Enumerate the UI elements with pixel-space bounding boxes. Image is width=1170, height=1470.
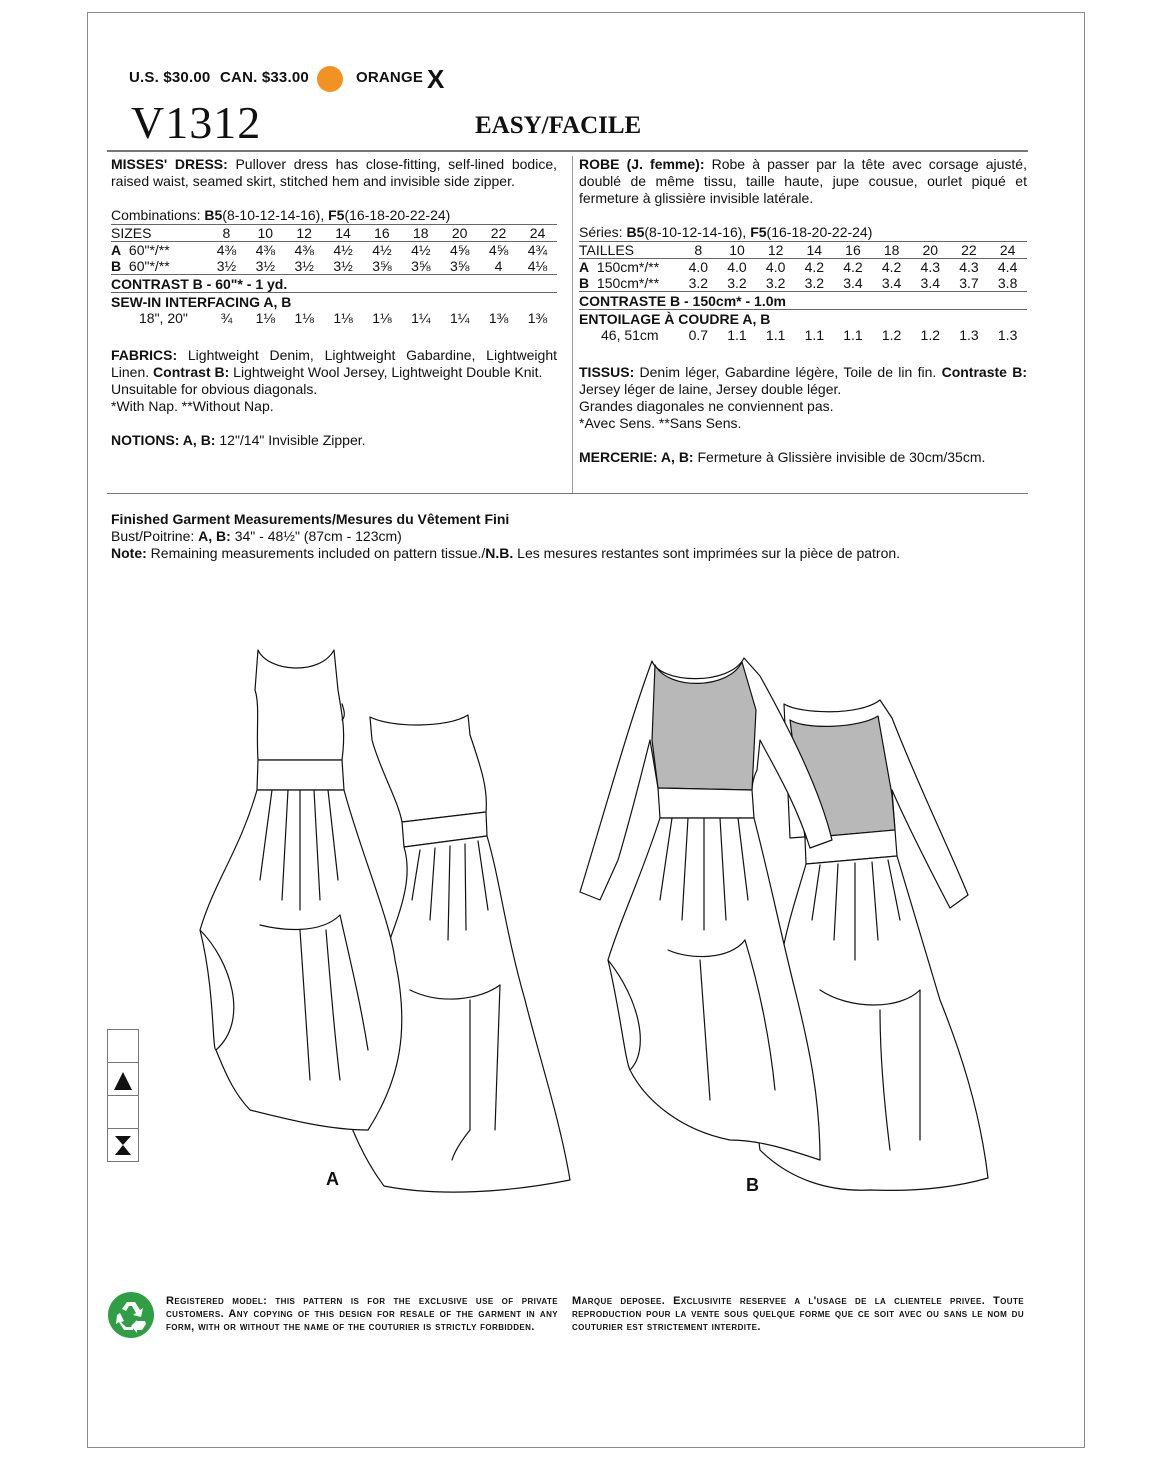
footer-english: Registered model: this pattern is for the exclusive use of private customers. Any copying of this design for resale of the garment in any form, with or without the name of the couturier is strictly forbidden. <box>166 1295 558 1333</box>
view-a-label: A <box>326 1169 339 1189</box>
legend-blank-2 <box>108 1096 138 1129</box>
hourglass-icon <box>108 1129 138 1161</box>
price-us: U.S. $30.00 <box>129 69 211 86</box>
view-b-label: B <box>746 1175 759 1195</box>
interfacing-row-fr: 46, 51cm 0.7 1.1 1.1 1.1 1.1 1.2 1.2 1.3 1.3 <box>601 327 1018 343</box>
recycle-icon <box>107 1291 155 1339</box>
triangle-icon <box>108 1063 138 1095</box>
description: MISSES' DRESS: Pullover dress has close-fitting, self-lined bodice, raised waist, seamed skirt, stitched hem and invisible side zipper. <box>111 156 557 189</box>
nap-note: *With Nap. **Without Nap. <box>111 398 274 414</box>
unsuitable-note: Unsuitable for obvious diagonals. <box>111 381 318 397</box>
unsuitable-note-fr: Grandes diagonales ne conviennent pas. <box>579 398 834 414</box>
measurement-note: Note: Remaining measurements included on pattern tissue./N.B. Les mesures restantes sont imprimées sur la pièce de patron. <box>111 545 901 561</box>
pattern-number: V1312 <box>131 97 262 148</box>
legend-triangle <box>108 1063 138 1096</box>
view-b-row-fr: B 150cm*/** 3.2 3.2 3.2 3.2 3.4 3.4 3.4 3.7 3.8 <box>579 275 1018 291</box>
nap-note-fr: *Avec Sens. **Sans Sens. <box>579 415 742 431</box>
interfacing-row: 18", 20" ¾ 1⅛ 1⅛ 1⅛ 1⅛ 1¼ 1¼ 1⅜ 1⅜ <box>139 310 548 326</box>
color-name: ORANGE <box>356 69 424 86</box>
mercerie: MERCERIE: A, B: Fermeture à Glissière invisible de 30cm/35cm. <box>579 449 986 465</box>
tissus: TISSUS: Denim léger, Gabardine légère, Toile de lin fin. Contraste B: Jersey léger de laine, Jersey double léger. <box>579 364 1027 397</box>
bust-measurement: Bust/Poitrine: A, B: 34" - 48½" (87cm - 123cm) <box>111 528 402 544</box>
view-a-row-fr: A 150cm*/** 4.0 4.0 4.0 4.2 4.2 4.2 4.3 4.3 4.4 <box>579 259 1027 276</box>
notions: NOTIONS: A, B: 12"/14" Invisible Zipper. <box>111 432 366 448</box>
view-b-row: B 60"*/** 3½ 3½ 3½ 3½ 3⅝ 3⅝ 3⅝ 4 4⅛ <box>111 258 548 274</box>
tailles-row: TAILLES 8 10 12 14 16 18 20 22 24 <box>579 242 1027 259</box>
footer-french: Marque deposee. Exclusivite reservee a l'usage de la clientele privee. Toute reproduction pour la vente sous quelque forme que ce soit avec ou sans le nom du couturier est strictement interdite. <box>572 1295 1024 1333</box>
contrast-row-fr: CONTRASTE B - 150cm* - 1.0m <box>579 292 1027 310</box>
interfacing-head-row: SEW-IN INTERFACING A, B <box>111 293 557 311</box>
finished-title: Finished Garment Measurements/Mesures du Vêtement Fini <box>111 511 510 527</box>
difficulty-label: EASY/FACILE <box>475 112 642 139</box>
contrast-row: CONTRAST B - 60"* - 1 yd. <box>111 275 557 293</box>
fabrics: FABRICS: Lightweight Denim, Lightweight Gabardine, Lightweight Linen. Contrast B: Lightweight Wool Jersey, Lightweight Double Knit. <box>111 347 557 380</box>
combinations-fr: Séries: B5(8-10-12-14-16), F5(16-18-20-22-24) <box>579 224 873 240</box>
x-mark: X <box>427 64 445 94</box>
legend-hourglass <box>108 1129 138 1162</box>
price-can: CAN. $33.00 <box>220 69 309 86</box>
legend-boxes <box>107 1029 139 1162</box>
view-a-row: A 60"*/** 4⅜ 4⅜ 4⅜ 4½ 4½ 4½ 4⅝ 4⅝ 4¾ <box>111 242 557 259</box>
description-fr: ROBE (J. femme): Robe à passer par la tête avec corsage ajusté, doublé de même tissu, taille haute, jupe cousue, ourlet piqué et fermeture à glissière invisible latérale. <box>579 156 1027 206</box>
combinations: Combinations: B5(8-10-12-14-16), F5(16-18-20-22-24) <box>111 207 451 223</box>
interfacing-head-row-fr: ENTOILAGE À COUDRE A, B <box>579 310 1027 328</box>
sizes-row: SIZES 8 10 12 14 16 18 20 22 24 <box>111 225 557 242</box>
legend-blank-1 <box>108 1030 138 1063</box>
